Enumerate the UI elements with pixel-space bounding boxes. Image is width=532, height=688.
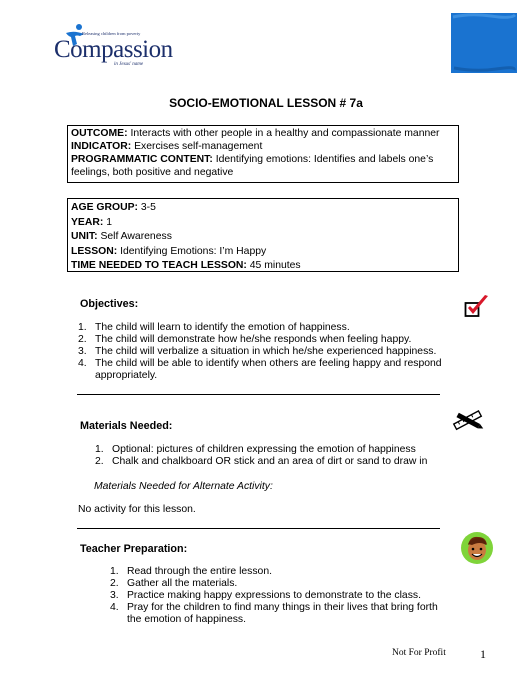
- alt-materials-text: No activity for this lesson.: [78, 504, 196, 515]
- child-face-icon: [460, 531, 494, 565]
- list-item: 2. Chalk and chalkboard OR stick and an area of dirt or sand to draw in: [95, 456, 428, 467]
- objectives-heading: Objectives:: [80, 298, 139, 310]
- alt-materials-heading: Materials Needed for Alternate Activity:: [94, 481, 273, 492]
- program-text: Identifying emotions: Identifies and labels one’s feelings, both positive and negative: [71, 154, 434, 178]
- page-title: SOCIO-EMOTIONAL LESSON # 7a: [169, 96, 363, 110]
- unit-value: Self Awareness: [100, 231, 172, 242]
- outcome-box: [67, 125, 459, 183]
- list-item: 4. Pray for the children to find many things in their lives that bring forth the emotion of happiness.: [110, 602, 438, 625]
- year-value: 1: [106, 216, 113, 228]
- list-item: 4. The child will be able to identify when others are feeling happy and respond appropriately.: [78, 358, 442, 381]
- outcome-label: OUTCOME:: [71, 128, 128, 139]
- list-item: 3. The child will verbalize a situation in which he/she experienced happiness.: [78, 346, 437, 357]
- compassion-logo: [52, 24, 173, 68]
- checkmark-icon: [464, 294, 490, 318]
- logo-tagline: Releasing children from poverty: [82, 31, 141, 36]
- unit-label: UNIT:: [71, 231, 98, 242]
- footer-label: Not For Profit: [392, 648, 446, 658]
- preparation-heading: Teacher Preparation:: [80, 543, 188, 555]
- list-item: 1. Read through the entire lesson.: [110, 566, 272, 577]
- age-label: AGE GROUP:: [71, 202, 138, 213]
- list-item: 2. Gather all the materials.: [110, 578, 238, 589]
- indicator-label: INDICATOR:: [71, 141, 132, 152]
- section-divider: [77, 528, 440, 529]
- list-item: 1. Optional: pictures of children expressing the emotion of happiness: [95, 444, 416, 455]
- time-label: TIME NEEDED TO TEACH LESSON:: [71, 260, 247, 271]
- time-value: 45 minutes: [249, 260, 301, 271]
- year-label: YEAR:: [71, 216, 104, 228]
- program-label: PROGRAMMATIC CONTENT:: [71, 154, 213, 165]
- page-number: 1: [480, 647, 486, 661]
- age-value: 3-5: [140, 202, 156, 213]
- materials-list: [95, 444, 455, 468]
- list-item: 3. Practice making happy expressions to demonstrate to the class.: [110, 590, 421, 601]
- indicator-text: Exercises self-management: [134, 141, 263, 152]
- materials-heading: Materials Needed:: [80, 420, 173, 432]
- preparation-list: [110, 566, 455, 626]
- blue-paint-square: [451, 13, 517, 73]
- lesson-info-box: [67, 198, 459, 272]
- logo-wordmark: Compassion: [54, 36, 173, 63]
- outcome-text: Interacts with other people in a healthy and compassionate manner: [130, 128, 440, 139]
- list-item: 1. The child will learn to identify the emotion of happiness.: [78, 322, 350, 333]
- logo-subline: in Jesus' name: [114, 62, 144, 67]
- list-item: 2. The child will demonstrate how he/she responds when feeling happy.: [78, 334, 412, 345]
- lesson-label: LESSON:: [71, 245, 118, 257]
- objectives-list: [78, 322, 448, 382]
- pencil-ruler-icon: [450, 408, 486, 434]
- section-divider: [77, 394, 440, 395]
- lesson-value: Identifying Emotions: I’m Happy: [120, 245, 267, 257]
